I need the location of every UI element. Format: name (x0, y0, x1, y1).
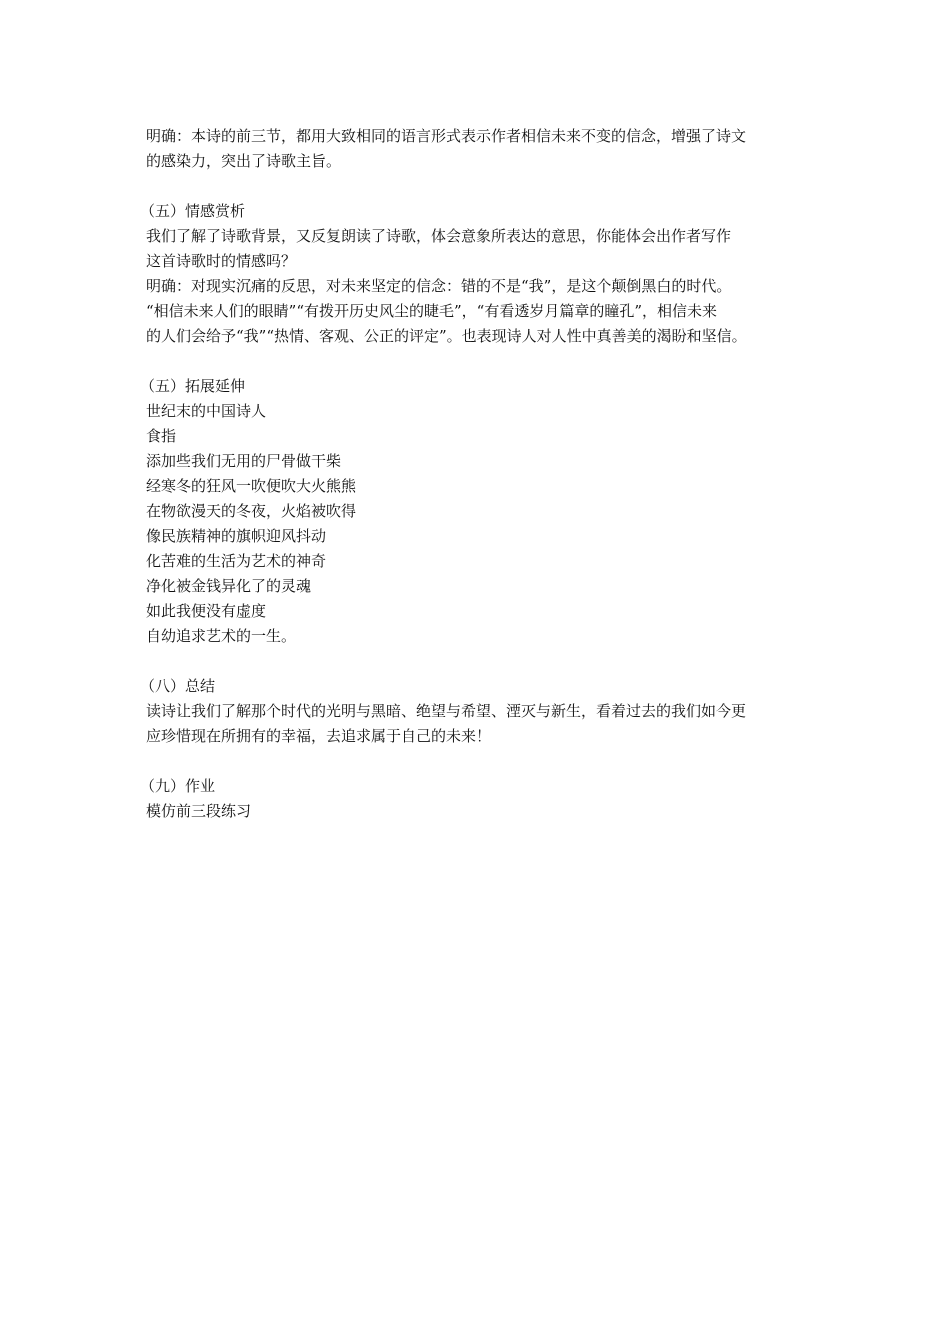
spacer (146, 174, 826, 199)
spacer (146, 649, 826, 674)
poem-line-6: 净化被金钱异化了的灵魂 (146, 577, 312, 595)
poem-line-7: 如此我便没有虚度 (146, 602, 267, 620)
poem-line-3: 在物欲漫天的冬夜，火焰被吹得 (146, 502, 357, 520)
spacer (146, 749, 826, 774)
emotion-line-4: “相信未来人们的眼睛”“有拨开历史风尘的睫毛”，“有看透岁月篇章的瞳孔”，相信未来 (146, 302, 718, 320)
poem-author: 食指 (146, 427, 177, 445)
summary-line-2: 应珍惜现在所拥有的幸福，去追求属于自己的未来！ (146, 727, 492, 745)
poem-line-4: 像民族精神的旗帜迎风抖动 (146, 527, 327, 545)
document-body (140, 124, 826, 824)
section-heading-extension: （五）拓展延伸 (140, 377, 246, 395)
poem-title: 世纪末的中国诗人 (146, 402, 267, 420)
emotion-line-2: 这首诗歌时的情感吗？ (146, 252, 297, 270)
poem-line-5: 化苦难的生活为艺术的神奇 (146, 552, 327, 570)
section-heading-emotion: （五）情感赏析 (140, 202, 246, 220)
poem-line-1: 添加些我们无用的尸骨做干柴 (146, 452, 342, 470)
intro-line-1: 明确：本诗的前三节，都用大致相同的语言形式表示作者相信未来不变的信念，增强了诗文 (146, 127, 747, 145)
intro-line-2: 的感染力，突出了诗歌主旨。 (146, 152, 342, 170)
emotion-line-1: 我们了解了诗歌背景，又反复朗读了诗歌，体会意象所表达的意思，你能体会出作者写作 (146, 227, 732, 245)
section-heading-homework: （九）作业 (140, 777, 216, 795)
emotion-line-3: 明确：对现实沉痛的反思，对未来坚定的信念：错的不是“我”，是这个颠倒黑白的时代。 (146, 277, 732, 295)
spacer (146, 349, 826, 374)
summary-line-1: 读诗让我们了解那个时代的光明与黑暗、绝望与希望、湮灭与新生，看着过去的我们如今更 (146, 702, 747, 720)
emotion-line-5: 的人们会给予“我”“热情、客观、公正的评定”。也表现诗人对人性中真善美的渴盼和坚信。 (146, 327, 747, 345)
section-heading-summary: （八）总结 (140, 677, 216, 695)
homework-line-1: 模仿前三段练习 (146, 802, 252, 820)
poem-line-8: 自幼追求艺术的一生。 (146, 627, 297, 645)
poem-line-2: 经寒冬的狂风一吹便吹大火熊熊 (146, 477, 357, 495)
